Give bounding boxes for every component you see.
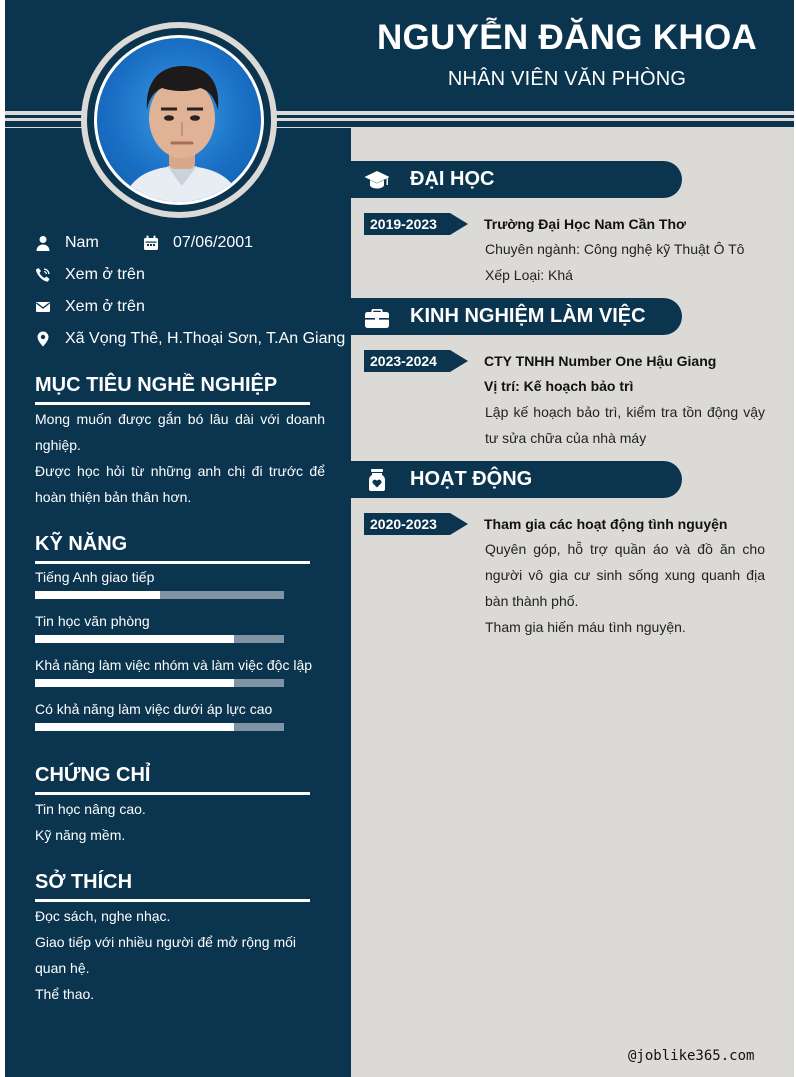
skill-bar: [35, 591, 284, 599]
email-row: [35, 295, 145, 319]
skill-bar: [35, 635, 284, 643]
hobbies-rule: [35, 899, 310, 902]
education-school: Trường Đại Học Nam Cần Thơ: [484, 216, 686, 232]
hobbies-title: SỞ THÍCH: [35, 871, 133, 893]
activities-title: HOẠT ĐỘNG: [410, 468, 533, 490]
activities-heading: Tham gia các hoạt động tình nguyện: [484, 516, 728, 532]
candidate-name: NGUYỄN ĐĂNG KHOA: [376, 18, 758, 57]
activities-period-tag: [364, 513, 468, 535]
skill-bar-fill: [35, 635, 234, 643]
education-header: [351, 161, 682, 198]
activity-item: Tham gia hiến máu tình nguyện.: [485, 619, 686, 635]
portrait-photo: [97, 38, 264, 205]
objective-text: [35, 406, 325, 510]
phone-row: [35, 263, 145, 287]
birthday-value: 07/06/2001: [173, 234, 254, 251]
objective-title: MỤC TIÊU NGHỀ NGHIỆP: [35, 374, 278, 396]
avatar: [94, 35, 264, 205]
activities-period: 2020-2023: [370, 516, 437, 532]
activities-text: [485, 536, 765, 640]
calendar-icon: [143, 235, 159, 251]
activity-item: Quyên góp, hỗ trợ quần áo và đồ ăn cho người vô gia cư sinh sống xung quanh địa bàn thành phố.: [485, 541, 765, 609]
experience-period: 2023-2024: [370, 353, 437, 369]
graduation-cap-icon: [364, 167, 390, 193]
email-value: Xem ở trên: [65, 298, 145, 315]
gender-value: Nam: [65, 234, 99, 251]
briefcase-icon: [364, 304, 390, 330]
skill-bar-fill: [35, 679, 234, 687]
experience-period-tag: [364, 350, 468, 372]
charity-jar-icon: [364, 467, 390, 493]
experience-position: Vị trí: Kế hoạch bảo trì: [484, 378, 634, 394]
hobby-item: Đọc sách, nghe nhạc.: [35, 908, 171, 924]
objective-line: Mong muốn được gắn bó lâu dài với doanh nghiệp.: [35, 411, 325, 453]
address-row: [35, 327, 345, 351]
objective-rule: [35, 402, 310, 405]
cv-page: [5, 0, 794, 1077]
phone-icon: [35, 267, 51, 283]
education-details: [485, 236, 765, 288]
certificate-item: Kỹ năng mềm.: [35, 827, 126, 843]
education-major: Chuyên ngành: Công nghệ kỹ Thuật Ô Tô: [485, 241, 745, 257]
certificates-rule: [35, 792, 310, 795]
footer-watermark: @joblike365.com: [628, 1048, 755, 1064]
skills-title: KỸ NĂNG: [35, 533, 128, 555]
hobby-item: Thể thao.: [35, 986, 95, 1002]
skill-bar: [35, 679, 284, 687]
education-title: ĐẠI HỌC: [410, 168, 495, 190]
education-grade: Xếp Loại: Khá: [485, 267, 573, 283]
skills-rule: [35, 561, 310, 564]
avatar-frame: [81, 22, 277, 218]
map-pin-icon: [35, 331, 51, 347]
envelope-icon: [35, 299, 51, 315]
sidebar: [5, 128, 351, 1077]
user-icon: [35, 235, 51, 251]
education-period: 2019-2023: [370, 216, 437, 232]
certificates-text: [35, 796, 325, 848]
address-value: Xã Vọng Thê, H.Thoại Sơn, T.An Giang: [65, 330, 346, 347]
education-period-tag: [364, 213, 468, 235]
skill-bar: [35, 723, 284, 731]
gender-row: [35, 231, 99, 255]
skill-label: Tin học văn phòng: [35, 613, 150, 629]
birthday-row: [143, 231, 253, 255]
skill-bar-fill: [35, 591, 160, 599]
activities-header: [351, 461, 682, 498]
experience-description: Lập kế hoạch bảo trì, kiểm tra tồn động vậy tư sửa chữa của nhà máy: [485, 404, 765, 446]
objective-line: Được học hỏi từ những anh chị đi trước để hoàn thiện bản thân hơn.: [35, 463, 325, 505]
experience-company: CTY TNHH Number One Hậu Giang: [484, 353, 717, 369]
experience-header: [351, 298, 682, 335]
certificate-item: Tin học nâng cao.: [35, 801, 146, 817]
phone-value: Xem ở trên: [65, 266, 145, 283]
hobbies-text: [35, 903, 325, 1007]
skill-label: Có khả năng làm việc dưới áp lực cao: [35, 701, 273, 717]
certificates-title: CHỨNG CHỈ: [35, 764, 151, 786]
experience-title: KINH NGHIỆM LÀM VIỆC: [410, 305, 646, 327]
skill-bar-fill: [35, 723, 234, 731]
hobby-item: Giao tiếp với nhiều người để mở rộng mối quan hệ.: [35, 934, 297, 976]
skill-label: Tiếng Anh giao tiếp: [35, 569, 155, 585]
skill-label: Khả năng làm việc nhóm và làm việc độc lập: [35, 657, 313, 673]
job-title: NHÂN VIÊN VĂN PHÒNG: [447, 68, 687, 90]
